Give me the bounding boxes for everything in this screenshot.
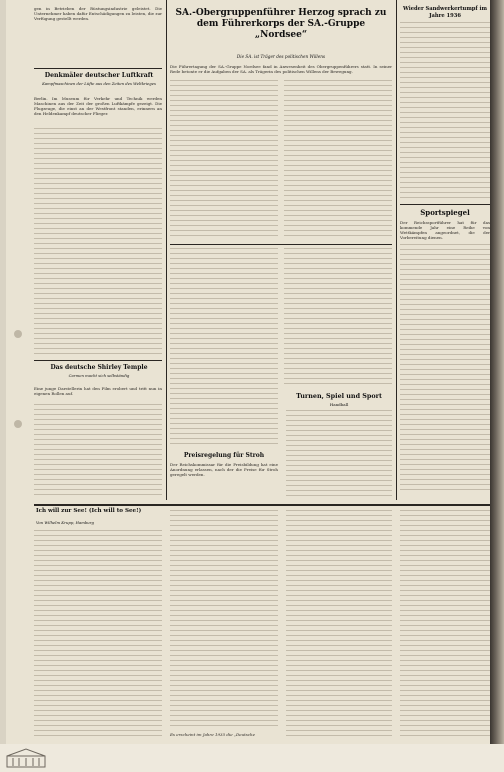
divider	[34, 68, 162, 69]
byline-see: Von Wilhelm Krupp, Hamburg	[36, 520, 94, 525]
scan-edge	[490, 0, 504, 744]
text-block	[34, 404, 162, 498]
divider	[34, 504, 490, 506]
article-luftkraft: Berlin. Im Museum für Verkehr und Technik werden Maschinen aus der Zeit der großen Luftkämpfe gezeigt. Die Flugzeuge, die einst an der Westfront standen, erinnern an den Heldenkampf deutscher Flieger.	[34, 96, 162, 116]
subheading-handball: Handball	[329, 402, 349, 407]
heading-see: Ich will zur See! (Ich will to See!)	[36, 508, 142, 514]
banner-headline: SA.-Obergruppenführer Herzog sprach zu dem Führerkorps der SA.-Gruppe „Nordsee“	[175, 8, 387, 40]
text-block	[400, 510, 490, 738]
text-block	[286, 510, 392, 738]
text-block	[34, 128, 162, 354]
text-block	[284, 80, 392, 238]
column-rule	[166, 0, 167, 500]
text-block	[170, 510, 278, 730]
heading-sportspiegel: Sportspiegel	[420, 208, 470, 217]
heading-stroh: Preisregelung für Stroh	[183, 452, 265, 459]
heading-shirley-temple: Das deutsche Shirley Temple	[50, 364, 148, 371]
divider	[400, 204, 490, 205]
article-shirley-temple: Eine junge Darstellerin hat den Film erobert und tritt nun in eigenen Rollen auf.	[34, 386, 162, 396]
heading-turnen: Turnen, Spiel und Sport	[296, 392, 382, 400]
subheading-shirley-temple: Carmen macht sich selbständig	[68, 373, 130, 378]
continued-note: Es erscheint im Jahre 1935 die „Deutsche	[170, 732, 255, 737]
text-block	[170, 80, 278, 238]
banner-subheadline: Die SA. ist Träger des politischen Willens	[236, 54, 326, 59]
heading-sandwerker: Wieder Sandwerkertumpf im Jahre 1936	[403, 6, 487, 19]
punch-hole	[14, 420, 22, 428]
text-block	[284, 248, 392, 388]
text-block	[400, 22, 490, 198]
divider	[170, 244, 392, 245]
text-block	[286, 410, 392, 496]
column-rule	[396, 0, 397, 500]
viewer-footer	[0, 744, 504, 772]
heading-luftkraft: Denkmäler deutscher Luftkraft	[44, 72, 154, 79]
library-logo-icon	[6, 748, 46, 768]
text-block	[170, 248, 278, 446]
divider	[34, 360, 162, 361]
text-block	[34, 530, 162, 738]
text-block	[400, 244, 490, 494]
newspaper-page	[6, 0, 492, 744]
article-sportspiegel: Der Reichssportführer hat für das kommende Jahr eine Reihe von Wettkämpfen angeordnet, die der Vorbereitung dienen.	[400, 220, 490, 240]
punch-hole	[14, 330, 22, 338]
article-stroh: Der Reichskommissar für die Preisbildung hat eine Anordnung erlassen, nach der die Preise für Stroh geregelt werden.	[170, 462, 278, 477]
article-sa-gruppe: Die Führertagung der SA.-Gruppe Nordsee fand in Anwesenheit des Obergruppenführers statt. In seiner Rede betonte er die Aufgaben der SA. als Trägerin des politischen Willens der Bewegung.	[170, 64, 392, 74]
subheading-luftkraft: Kampfmaschinen der Lüfte aus den Zeiten des Weltkrieges	[42, 81, 156, 86]
intro-text: gen in Betrieben der Rüstungsindustrie geleistet. Die Unternehmer haben dafür Entschädigungen zu leisten, die zur Verfügung gestellt werden.	[34, 6, 162, 21]
